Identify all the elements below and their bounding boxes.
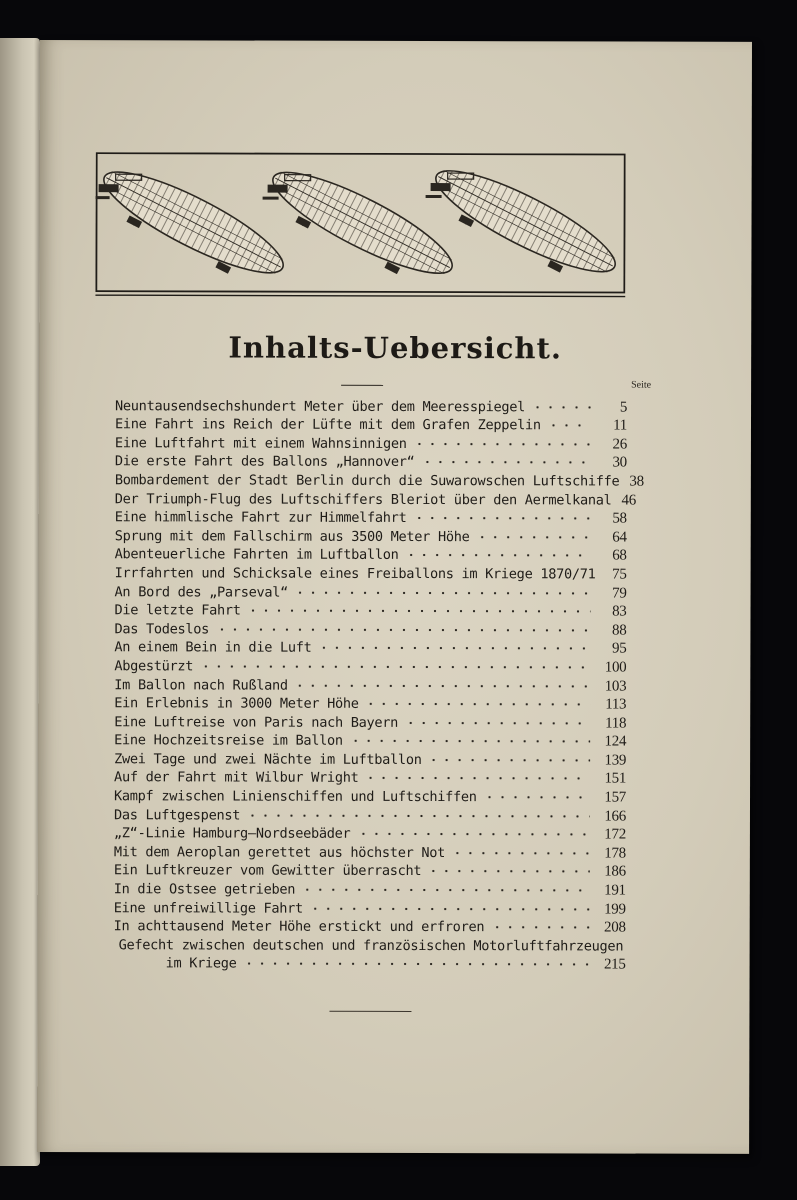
leader-dots — [294, 587, 591, 598]
toc-entry-title: Bombardement der Stadt Berlin durch die Suwarowschen Luftschiffe — [114, 472, 620, 490]
toc-entry-page: 64 — [612, 529, 627, 546]
page-title: Inhalts-Uebersicht. — [228, 330, 563, 366]
leader-dots — [356, 829, 589, 840]
toc-entry — [114, 730, 626, 750]
leader-dots — [451, 848, 590, 858]
leader-dots — [428, 755, 591, 765]
toc-entry-title: Mit dem Aeroplan gerettet aus höchster Not — [113, 844, 446, 861]
toc-entry-page: 157 — [604, 789, 627, 806]
toc-entry — [114, 823, 626, 843]
toc-entry-page: 103 — [604, 677, 627, 695]
toc-entry-page: 79 — [612, 585, 627, 602]
toc-entry — [114, 786, 626, 806]
leader-dots — [318, 643, 591, 654]
toc-entry-title: Das Luftgespenst — [113, 806, 241, 824]
toc-entry — [114, 804, 626, 824]
leader-dots — [365, 699, 591, 710]
toc-entry-continuation — [114, 953, 626, 973]
toc-entry-title: Eine unfreiwillige Fahrt — [113, 899, 303, 917]
toc-entry-page: 172 — [604, 826, 626, 843]
toc-entry — [114, 674, 626, 694]
toc-entry-title: Eine Fahrt ins Reich der Lüfte mit dem Grafen Zeppelin — [114, 416, 541, 434]
toc-entry-title: Abgestürzt — [114, 658, 194, 675]
title-divider — [341, 385, 383, 386]
toc-entry — [115, 414, 627, 434]
leader-dots — [199, 661, 590, 672]
book-page — [37, 40, 752, 1154]
leader-dots — [483, 792, 590, 802]
toc-entry-page: 75 — [612, 566, 627, 583]
leader-dots — [349, 736, 590, 747]
toc-entry — [115, 395, 627, 415]
toc-entry-title: Kampf zwischen Linienschiffen und Luftschiffen — [113, 788, 477, 806]
toc-entry-page: 100 — [604, 659, 627, 676]
toc-entry — [114, 916, 626, 936]
toc-entry-title: Eine himmlische Fahrt zur Himmelfahrt — [114, 509, 407, 527]
toc-entry-title: Neuntausendsechshundert Meter über dem Meeresspiegel — [115, 397, 526, 415]
leader-dots — [412, 513, 590, 523]
toc-entry-page: 178 — [604, 845, 626, 862]
toc-entry-page: 166 — [604, 808, 626, 825]
toc-entry-title: An einem Bein in die Luft — [114, 639, 312, 657]
toc-entry-page: 5 — [619, 399, 628, 416]
toc-entry — [114, 748, 626, 768]
toc-entry — [114, 488, 636, 509]
toc-entry-page: 88 — [612, 622, 627, 639]
toc-entry — [115, 507, 627, 527]
left-page-edge — [0, 38, 40, 1166]
toc-entry-page: 124 — [604, 733, 627, 750]
toc-entry — [114, 637, 626, 657]
leader-dots — [490, 922, 589, 932]
toc-entry-title: Eine Luftreise von Paris nach Bayern — [114, 713, 399, 731]
toc-entry — [114, 767, 626, 787]
toc-entry-title: In achttausend Meter Höhe erstickt und erfroren — [113, 918, 485, 936]
toc-entry — [114, 860, 626, 880]
leader-dots — [243, 959, 590, 970]
leader-dots — [364, 773, 590, 784]
toc-entry — [114, 934, 626, 954]
leader-dots — [246, 810, 590, 821]
leader-dots — [215, 624, 590, 635]
toc-entry — [115, 563, 627, 583]
toc-entry-title: Eine Hochzeitsreise im Ballon — [114, 732, 343, 750]
toc-entry-title: Die erste Fahrt des Ballons „Hannover“ — [114, 453, 415, 471]
toc-entry-page: 151 — [604, 770, 627, 788]
toc-entry-page: 118 — [605, 715, 627, 732]
toc-entry — [115, 451, 627, 471]
toc-entry-title: In die Ostsee getrieben — [113, 881, 296, 898]
toc-entry-title: Abenteuerliche Fahrten im Luftballon — [114, 546, 399, 564]
toc-entry — [114, 693, 626, 713]
toc-entry-page: 215 — [603, 956, 626, 973]
toc-entry-title-cont: im Kriege — [165, 955, 237, 972]
toc-entry — [114, 656, 626, 676]
toc-entry — [114, 841, 626, 861]
zeppelin-illustration-icon — [95, 152, 625, 298]
closing-divider — [329, 1011, 411, 1012]
toc-entry-page: 30 — [612, 454, 627, 471]
toc-entry-title: Gefecht zwischen deutschen und französischen Motorluftfahrzeugen — [118, 937, 624, 955]
toc-entry-title: Sprung mit dem Fallschirm aus 3500 Meter Höhe — [114, 527, 470, 545]
toc-entry-page: 46 — [621, 492, 636, 509]
leader-dots — [413, 439, 591, 449]
toc-entry-page: 208 — [604, 919, 626, 936]
leader-dots — [404, 718, 590, 728]
leader-dots — [427, 866, 590, 876]
leader-dots — [309, 903, 590, 914]
toc-entry-page: 95 — [611, 640, 627, 657]
toc-entry-title: Eine Luftfahrt mit einem Wahnsinnigen — [114, 434, 407, 452]
leader-dots — [420, 457, 590, 467]
toc-entry — [115, 544, 627, 564]
toc-entry — [114, 897, 626, 917]
toc-entry — [114, 711, 626, 731]
toc-entry-title: Im Ballon nach Rußland — [114, 676, 288, 694]
toc-entry-title: Der Triumph-Flug des Luftschiffers Bleriot über den Aermelkanal — [114, 490, 612, 509]
leader-dots — [531, 402, 591, 412]
leader-dots — [301, 885, 590, 896]
toc-entry-title: Ein Erlebnis in 3000 Meter Höhe — [114, 695, 359, 712]
toc-entry-title: An Bord des „Parseval“ — [114, 583, 289, 601]
toc-entry-page: 11 — [613, 417, 628, 434]
toc-entry-title: Die letzte Fahrt — [114, 602, 241, 619]
leader-dots — [294, 680, 591, 691]
toc-entry-title: Zwei Tage und zwei Nächte im Luftballon — [114, 751, 422, 768]
toc-entry — [114, 470, 644, 490]
toc-entry-title: Auf der Fahrt mit Wilbur Wright — [114, 769, 359, 787]
leader-dots — [475, 532, 590, 542]
toc-entry — [114, 618, 626, 638]
toc-entry-page: 191 — [604, 882, 626, 899]
leader-dots — [247, 606, 591, 617]
toc-entry-page: 58 — [612, 510, 627, 527]
toc-entry-page: 38 — [629, 473, 644, 490]
toc-entry-page: 113 — [605, 696, 627, 713]
toc-entry — [114, 600, 626, 620]
toc-entry — [115, 525, 627, 545]
page-column-label: Seite — [631, 379, 652, 391]
toc-entry — [114, 879, 626, 899]
table-of-contents — [113, 395, 644, 973]
toc-entry-title: Ein Luftkreuzer vom Gewitter überrascht — [113, 862, 422, 880]
toc-entry-page: 26 — [612, 436, 627, 453]
toc-entry — [115, 432, 627, 452]
toc-entry-page: 139 — [604, 752, 627, 769]
toc-entry — [115, 581, 627, 601]
toc-entry-title: Das Todeslos — [114, 620, 210, 638]
toc-entry-page: 199 — [604, 901, 626, 918]
toc-entry-page: 83 — [612, 603, 627, 620]
toc-entry-title: „Z“-Linie Hamburg—Nordseebäder — [113, 825, 351, 843]
leader-dots — [404, 550, 590, 560]
toc-entry-page: 68 — [612, 547, 627, 564]
toc-entry-page: 186 — [604, 863, 626, 880]
toc-entry-title: Irrfahrten und Schicksale eines Freiballons im Kriege 1870/71 — [114, 565, 596, 583]
leader-dots — [547, 421, 591, 431]
